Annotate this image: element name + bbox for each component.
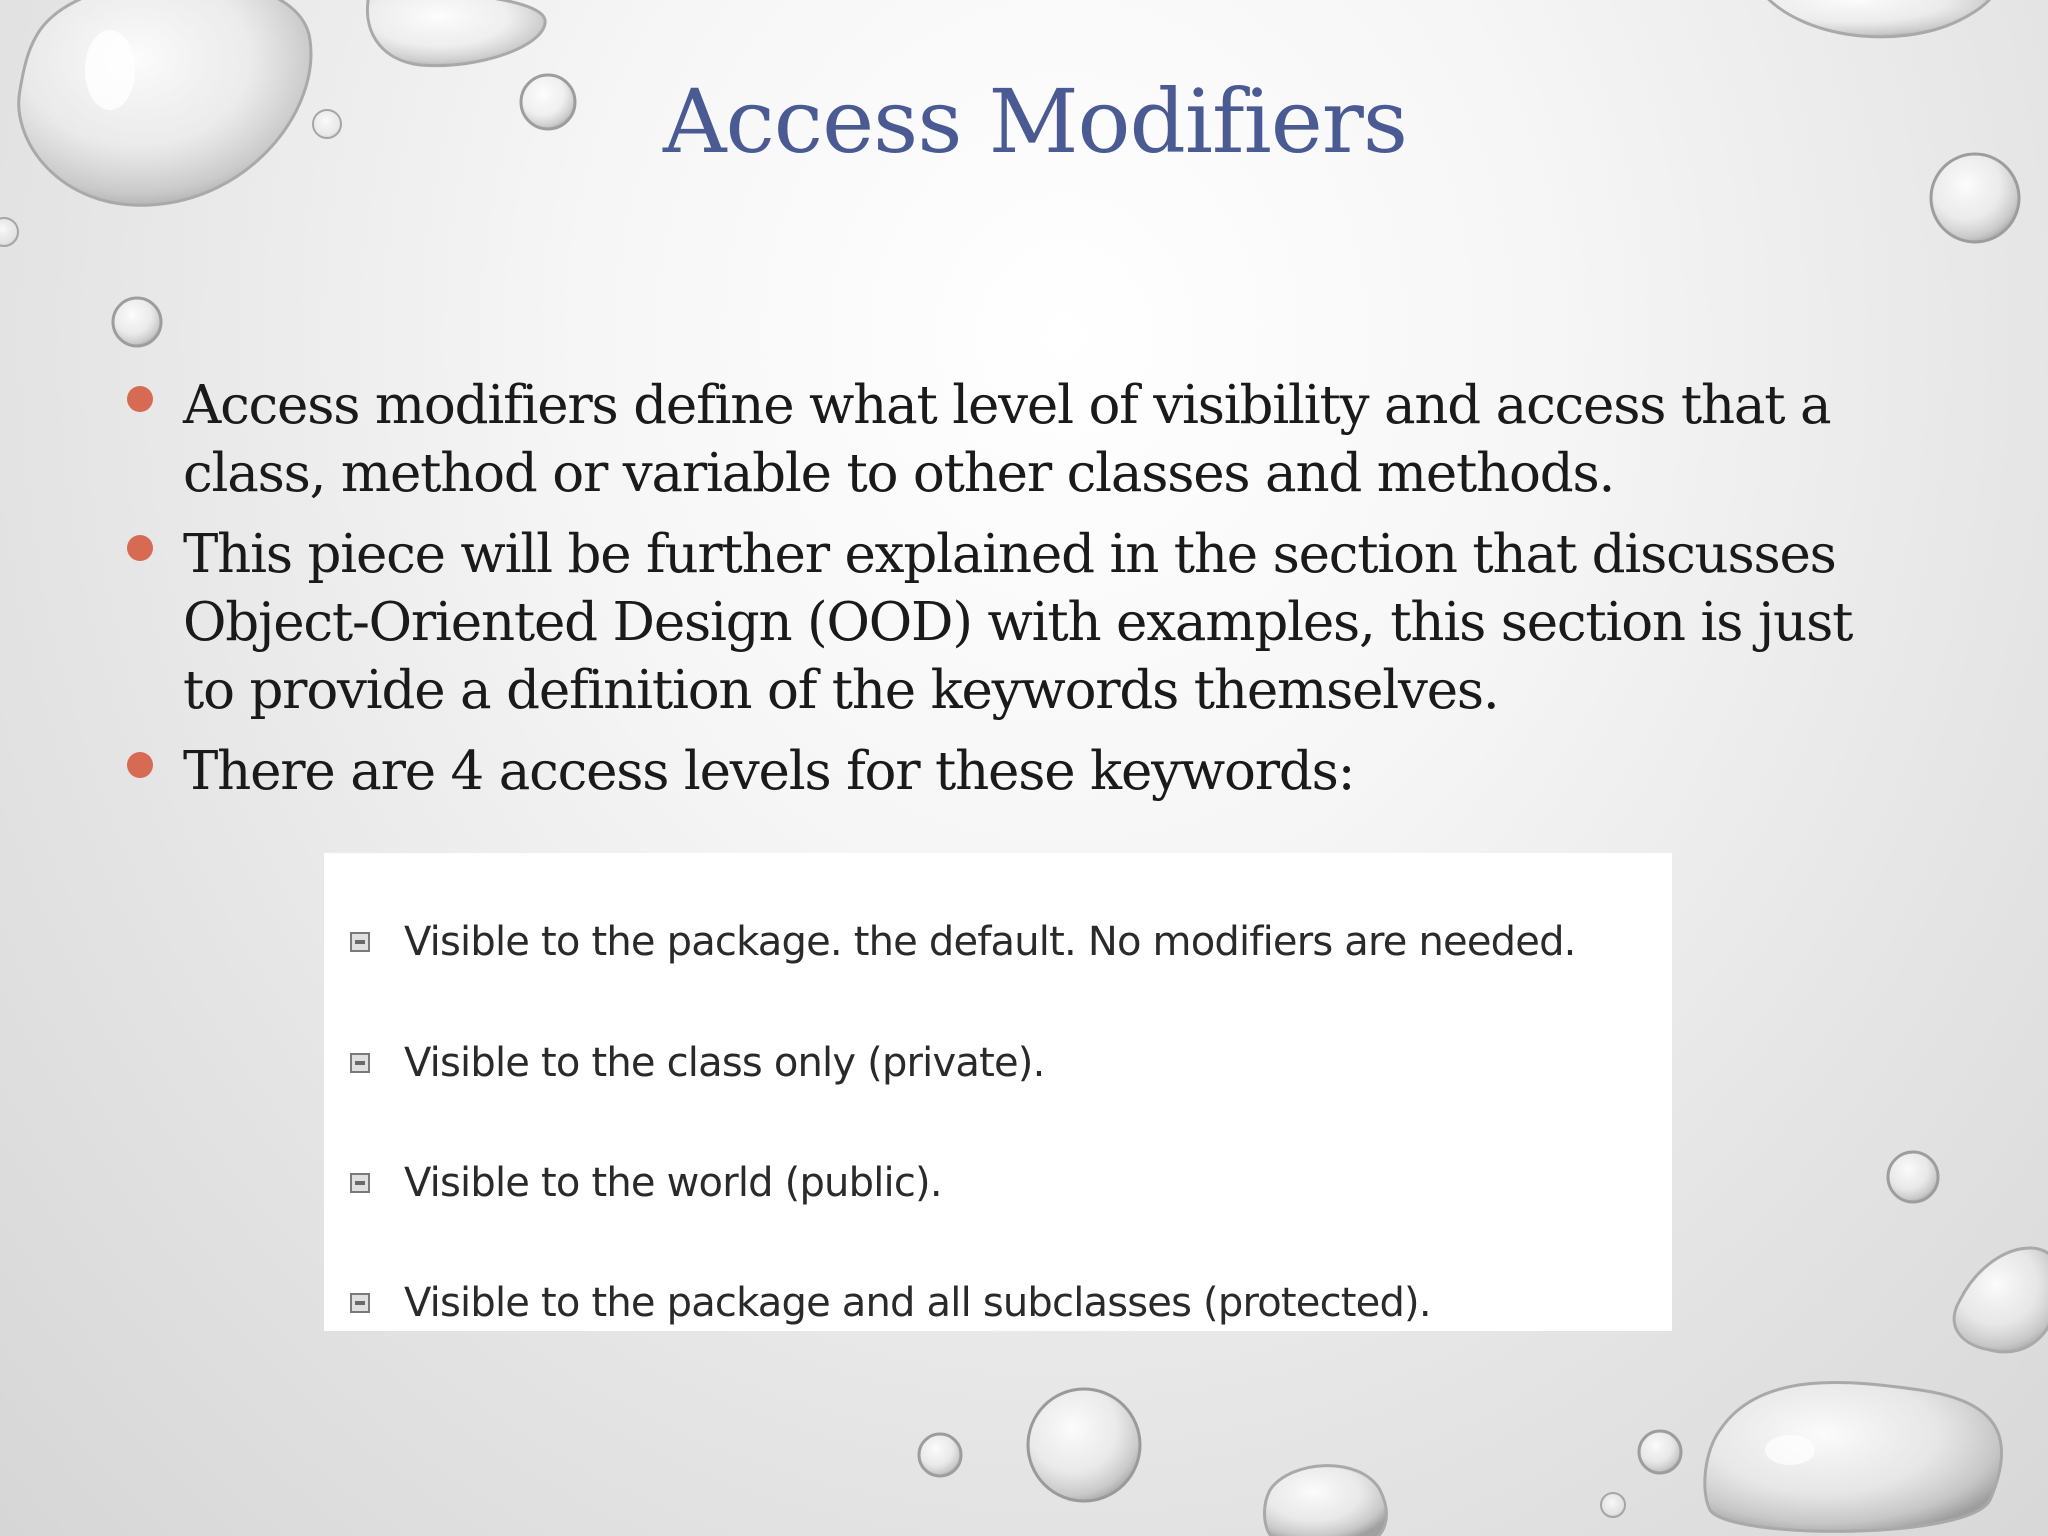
square-bullet-icon [350,1053,370,1073]
drop-bottom-center-right [1265,1466,1387,1536]
drop-bottom-center-small [919,1434,961,1476]
access-level-item [344,1273,1431,1333]
drop-top-center-left [367,0,545,66]
drop-bottom-right-elongated [1954,1248,2048,1352]
bullet-dot-icon [127,535,153,561]
drop-top-right [1760,0,1996,37]
bullet-text: This piece will be further explained in the section that discusses Object-Oriented Design (OOD) with examples, this section is just to provide a definition of the keywords themselves. [183,524,1853,721]
access-level-text: Visible to the package. the default. No modifiers are needed. [404,919,1576,965]
bullet-text: There are 4 access levels for these keywords: [183,741,1355,802]
bullet-item [183,372,1903,508]
access-level-text: Visible to the class only (private). [404,1040,1045,1086]
square-bullet-icon [350,1173,370,1193]
drop-bottom-right-large [1705,1382,2002,1531]
drop-bottom-1 [1639,1431,1681,1473]
bullet-item [183,738,1903,806]
access-level-text: Visible to the world (public). [404,1160,942,1206]
bullet-item [183,521,1903,725]
bullet-dot-icon [127,752,153,778]
access-level-item [344,1153,942,1213]
bullet-text: Access modifiers define what level of visibility and access that a class, method or variable to other classes and methods. [183,375,1831,504]
drop-bottom-center-large [1028,1389,1140,1501]
drop-small-3 [113,298,161,346]
access-level-item [344,1033,1045,1093]
drop-small-4 [0,218,18,246]
slide-title: Access Modifiers [662,70,1408,173]
square-bullet-icon [350,1293,370,1313]
access-level-item [344,912,1576,972]
drop-bottom-2 [1601,1493,1625,1517]
drop-right-2 [1888,1152,1938,1202]
access-level-text: Visible to the package and all subclasses (protected). [404,1280,1431,1326]
access-levels-box [324,853,1672,1331]
bullet-list [183,372,1903,819]
bullet-dot-icon [127,386,153,412]
square-bullet-icon [350,932,370,952]
